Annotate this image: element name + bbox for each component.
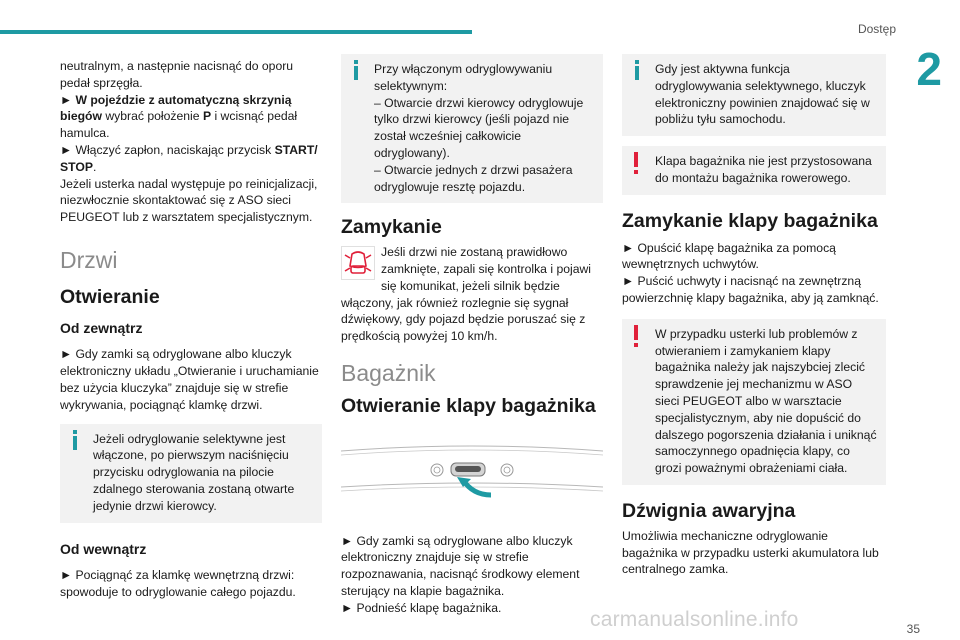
paragraph: ► Podnieść klapę bagażnika. — [341, 600, 502, 615]
chapter-number: 2 — [916, 43, 942, 95]
info-text: Jeżeli odryglowanie selektywne jest włączone, po pierwszym naciśnięciu przycisku odryglowania na pilocie zdalnego sterowania zostaną otwarte jedynie drzwi kierowcy. — [93, 431, 295, 513]
warning-icon — [632, 152, 640, 174]
paragraph: ► Gdy zamki są odryglowane albo kluczyk elektroniczny znajduje się w strefie rozpoznawania, nacisnąć środkowy element sterujący na klapie bagażnika. — [341, 533, 580, 598]
paragraph: neutralnym, a następnie nacisnąć do oporu pedał sprzęgła. — [60, 59, 294, 90]
warning-icon — [632, 325, 640, 347]
info-icon — [349, 60, 363, 80]
warning-text: W przypadku usterki lub problemów z otwieraniem i zamykaniem klapy bagażnika należy jak najszybciej zlecić sprawdzenie jej mechanizmu w ASO sieci PEUGEOT albo w warsztacie specjalistycznym, aby nie dopuścić do dalszego pogorszenia działania i uniknąć samoczynnego opadnięcia klapy, co grozi poważnymi obrażeniami ciała. — [655, 326, 877, 476]
paragraph: ► W pojeździe z automatyczną skrzynią biegów wybrać położenie P i wcisnąć pedał hamulca. — [60, 92, 298, 141]
heading-trunk: Bagażnik — [341, 359, 436, 386]
watermark: carmanualsonline.info — [590, 608, 799, 631]
heading-inside: Od wewnątrz — [60, 540, 147, 557]
column-3 — [622, 54, 886, 578]
heading-trunk-closing: Zamykanie klapy bagażnika — [622, 209, 878, 232]
paragraph: ► Opuścić klapę bagażnika za pomocą wewnętrznych uchwytów. — [622, 240, 836, 272]
paragraph: Jeżeli usterka nadal występuje po reinicjalizacji, niezwłocznie skontaktować się z ASO sieci PEUGEOT lub z warsztatem specjalistycznym. — [60, 176, 318, 225]
paragraph: Umożliwia mechaniczne odryglowanie bagażnika w przypadku usterki akumulatora lub centralnego zamka. — [622, 528, 879, 577]
door-open-warning-icon — [341, 246, 375, 280]
info-box — [622, 54, 886, 136]
warning-text: Klapa bagażnika nie jest przystosowana do montażu bagażnika rowerowego. — [655, 154, 872, 185]
paragraph: Jeśli drzwi nie zostaną prawidłowo zamknięte, zapali się kontrolka i pojawi się komunikat, jeżeli silnik będzie włączony, jak również rozlegnie się sygnał dźwiękowy, gdy pojazd będzie poruszać się z prędkością powyżej 10 km/h. — [341, 245, 591, 344]
heading-emergency-lever: Dźwignia awaryjna — [622, 499, 796, 522]
warning-box — [622, 146, 886, 195]
paragraph: ► Pociągnąć za klamkę wewnętrzną drzwi: spowoduje to odryglowanie całego pojazdu. — [60, 568, 296, 600]
trunk-handle-illustration — [341, 443, 603, 503]
info-box — [341, 54, 603, 203]
info-box — [60, 424, 322, 523]
section-title: Dostęp — [857, 22, 896, 36]
heading-opening: Otwieranie — [60, 285, 160, 308]
heading-outside: Od zewnątrz — [60, 319, 143, 336]
paragraph: ► Gdy zamki są odryglowane albo kluczyk elektroniczny układu „Otwieranie i uruchamianie bez użycia kluczyka” znajduje się w strefie wykrywania, pociągnąć klamkę drzwi. — [60, 347, 319, 412]
column-1 — [60, 58, 322, 601]
heading-trunk-opening: Otwieranie klapy bagażnika — [341, 394, 596, 417]
info-icon — [68, 430, 82, 450]
column-2 — [341, 54, 603, 617]
heading-doors: Drzwi — [60, 246, 118, 273]
page-number: 35 — [906, 622, 920, 636]
paragraph: ► Puścić uchwyty i nacisnąć na zewnętrzną powierzchnię klapy bagażnika, aby ją zamknąć. — [622, 274, 879, 305]
warning-box — [622, 319, 886, 485]
header-accent-bar — [0, 30, 472, 34]
info-text: Przy włączonym odryglowywaniu selektywnym: – Otwarcie drzwi kierowcy odryglowuje tylko drzwi kierowcy (jeśli pojazd nie został wcześniej całkowicie odryglowany). – Otwarcie jednych z drzwi pasażera odryglowuje resztę pojazdu. — [374, 62, 584, 194]
heading-closing: Zamykanie — [341, 216, 442, 239]
info-icon — [630, 60, 644, 80]
paragraph: ► Włączyć zapłon, naciskając przycisk START/ STOP. — [60, 142, 318, 174]
info-text: Gdy jest aktywna funkcja odryglowywania selektywnego, kluczyk elektroniczny powinien znajdować się w pobliżu tyłu samochodu. — [655, 62, 870, 127]
